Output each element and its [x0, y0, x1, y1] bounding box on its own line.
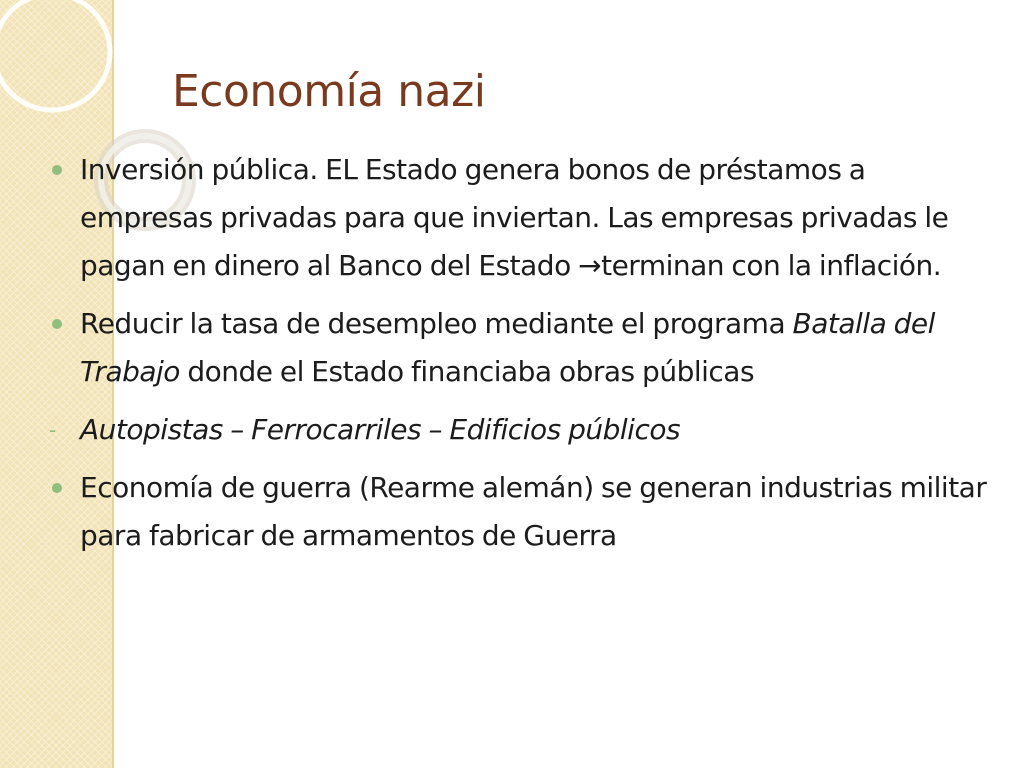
item-text: Reducir la tasa de desempleo mediante el programa: [80, 307, 793, 340]
item-text: Economía de guerra (Rearme alemán) se generan industrias militar para fabricar de armamentos de Guerra: [80, 471, 987, 552]
item-text-continued: terminan con la inflación.: [601, 249, 942, 282]
slide-body: [49, 146, 1000, 570]
sub-item-obras: [49, 406, 1000, 454]
bullet-item-guerra: [80, 464, 1000, 560]
bullet-icon: [52, 165, 62, 175]
item-text: Autopistas – Ferrocarriles – Edificios públicos: [80, 413, 681, 446]
item-text: Inversión pública. EL Estado genera bonos de préstamos a empresas privadas para que inviertan. Las empresas privadas le pagan en dinero al Banco del Estado: [80, 153, 949, 282]
slide-title: Economía nazi: [172, 66, 486, 117]
item-text-continued: donde el Estado financiaba obras públicas: [179, 355, 755, 388]
bullet-item-inversion: [80, 146, 1000, 290]
program-name: Batalla del Trabajo: [80, 307, 935, 388]
bullet-icon: [52, 319, 62, 329]
bullet-icon: [52, 483, 62, 493]
dash-marker: -: [49, 418, 56, 442]
bullet-item-desempleo: [80, 300, 1000, 396]
arrow-icon: →: [578, 249, 602, 282]
